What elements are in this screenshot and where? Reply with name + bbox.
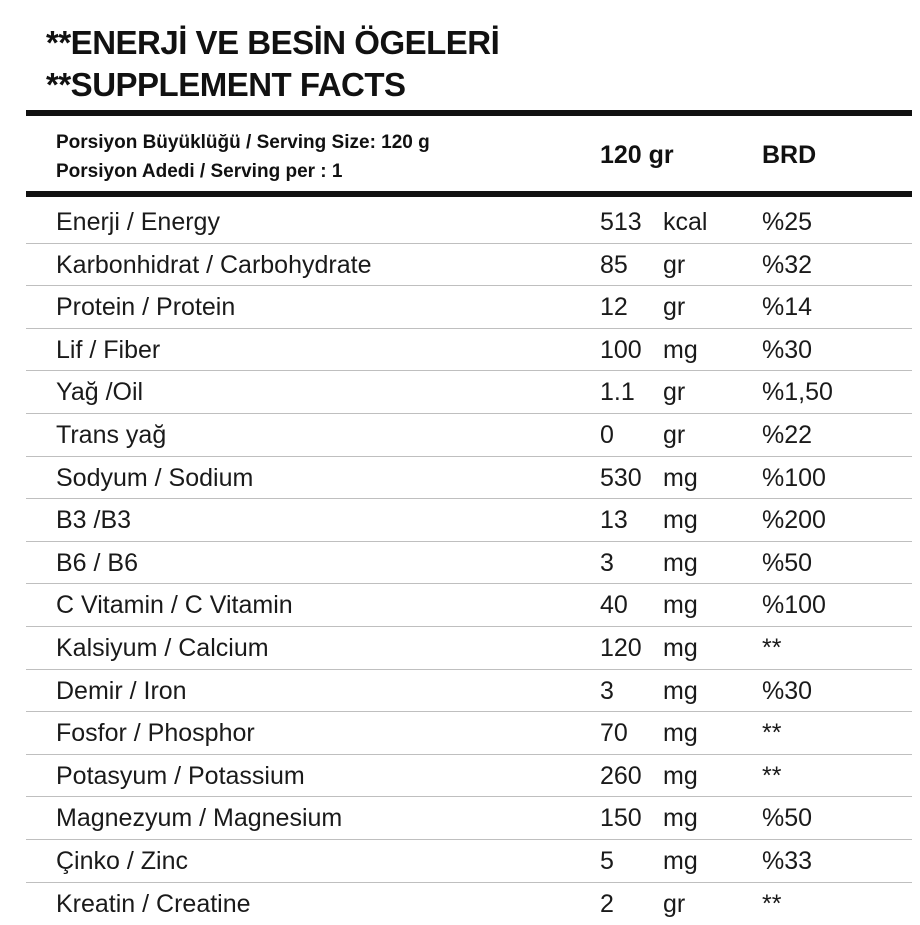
table-row [26,883,912,925]
nutrient-unit: mg [663,329,698,371]
nutrient-name: Kreatin / Creatine [56,883,251,925]
top-divider [26,110,912,116]
nutrient-brd: ** [762,883,781,925]
nutrient-brd: ** [762,755,781,797]
nutrient-value: 13 [600,499,628,541]
nutrient-unit: mg [663,499,698,541]
table-row [26,627,912,670]
table-row [26,244,912,287]
nutrient-value: 85 [600,244,628,286]
nutrient-name: Lif / Fiber [56,329,160,371]
table-row [26,755,912,798]
nutrient-value: 70 [600,712,628,754]
title-block [46,22,499,106]
nutrient-brd: %50 [762,797,812,839]
title-english: **SUPPLEMENT FACTS [46,64,499,106]
nutrient-value: 2 [600,883,614,925]
nutrient-value: 100 [600,329,642,371]
nutrient-name: B6 / B6 [56,542,138,584]
nutrient-value: 3 [600,542,614,584]
nutrient-name: B3 /B3 [56,499,131,541]
nutrient-name: Fosfor / Phosphor [56,712,255,754]
table-row [26,584,912,627]
table-row [26,329,912,372]
nutrient-brd: %14 [762,286,812,328]
nutrient-unit: mg [663,712,698,754]
table-row [26,414,912,457]
nutrient-name: Magnezyum / Magnesium [56,797,342,839]
nutrient-unit: mg [663,797,698,839]
nutrient-unit: mg [663,542,698,584]
header-divider [26,191,912,197]
table-row [26,286,912,329]
nutrient-value: 150 [600,797,642,839]
table-row [26,712,912,755]
table-row [26,670,912,713]
nutrient-unit: gr [663,883,685,925]
brd-column-header: BRD [762,140,816,170]
title-turkish: **ENERJİ VE BESİN ÖGELERİ [46,22,499,64]
nutrient-name: Çinko / Zinc [56,840,188,882]
servings-per: Porsiyon Adedi / Serving per : 1 [56,157,430,186]
nutrient-unit: mg [663,457,698,499]
table-row [26,840,912,883]
nutrient-unit: mg [663,840,698,882]
nutrient-value: 5 [600,840,614,882]
table-row [26,797,912,840]
nutrient-value: 0 [600,414,614,456]
nutrient-brd: %25 [762,201,812,243]
nutrient-unit: mg [663,627,698,669]
nutrient-brd: %30 [762,670,812,712]
nutrient-table [26,201,912,925]
nutrient-value: 40 [600,584,628,626]
amount-column-header: 120 gr [600,140,674,170]
nutrient-value: 120 [600,627,642,669]
nutrient-unit: gr [663,414,685,456]
nutrient-value: 3 [600,670,614,712]
nutrient-brd: %100 [762,457,826,499]
nutrient-value: 513 [600,201,642,243]
nutrient-name: C Vitamin / C Vitamin [56,584,293,626]
table-row [26,542,912,585]
serving-info [56,128,430,186]
table-row [26,371,912,414]
nutrient-unit: gr [663,244,685,286]
nutrient-unit: mg [663,670,698,712]
nutrient-value: 530 [600,457,642,499]
nutrient-name: Enerji / Energy [56,201,220,243]
nutrient-value: 12 [600,286,628,328]
nutrient-unit: mg [663,584,698,626]
nutrient-name: Sodyum / Sodium [56,457,253,499]
nutrient-brd: %30 [762,329,812,371]
nutrient-brd: %1,50 [762,371,833,413]
nutrient-unit: kcal [663,201,707,243]
nutrient-brd: %32 [762,244,812,286]
nutrient-unit: gr [663,286,685,328]
nutrient-brd: %200 [762,499,826,541]
nutrient-value: 1.1 [600,371,635,413]
nutrient-name: Demir / Iron [56,670,187,712]
nutrient-brd: %50 [762,542,812,584]
table-row [26,499,912,542]
serving-size: Porsiyon Büyüklüğü / Serving Size: 120 g [56,128,430,157]
table-row [26,201,912,244]
nutrient-brd: %100 [762,584,826,626]
nutrient-name: Potasyum / Potassium [56,755,305,797]
nutrient-value: 260 [600,755,642,797]
nutrient-brd: %22 [762,414,812,456]
nutrient-brd: ** [762,712,781,754]
nutrient-unit: gr [663,371,685,413]
nutrient-name: Yağ /Oil [56,371,143,413]
nutrient-brd: ** [762,627,781,669]
nutrient-brd: %33 [762,840,812,882]
nutrient-name: Protein / Protein [56,286,235,328]
table-row [26,457,912,500]
nutrient-name: Karbonhidrat / Carbohydrate [56,244,371,286]
nutrient-name: Kalsiyum / Calcium [56,627,269,669]
nutrient-name: Trans yağ [56,414,166,456]
nutrient-unit: mg [663,755,698,797]
